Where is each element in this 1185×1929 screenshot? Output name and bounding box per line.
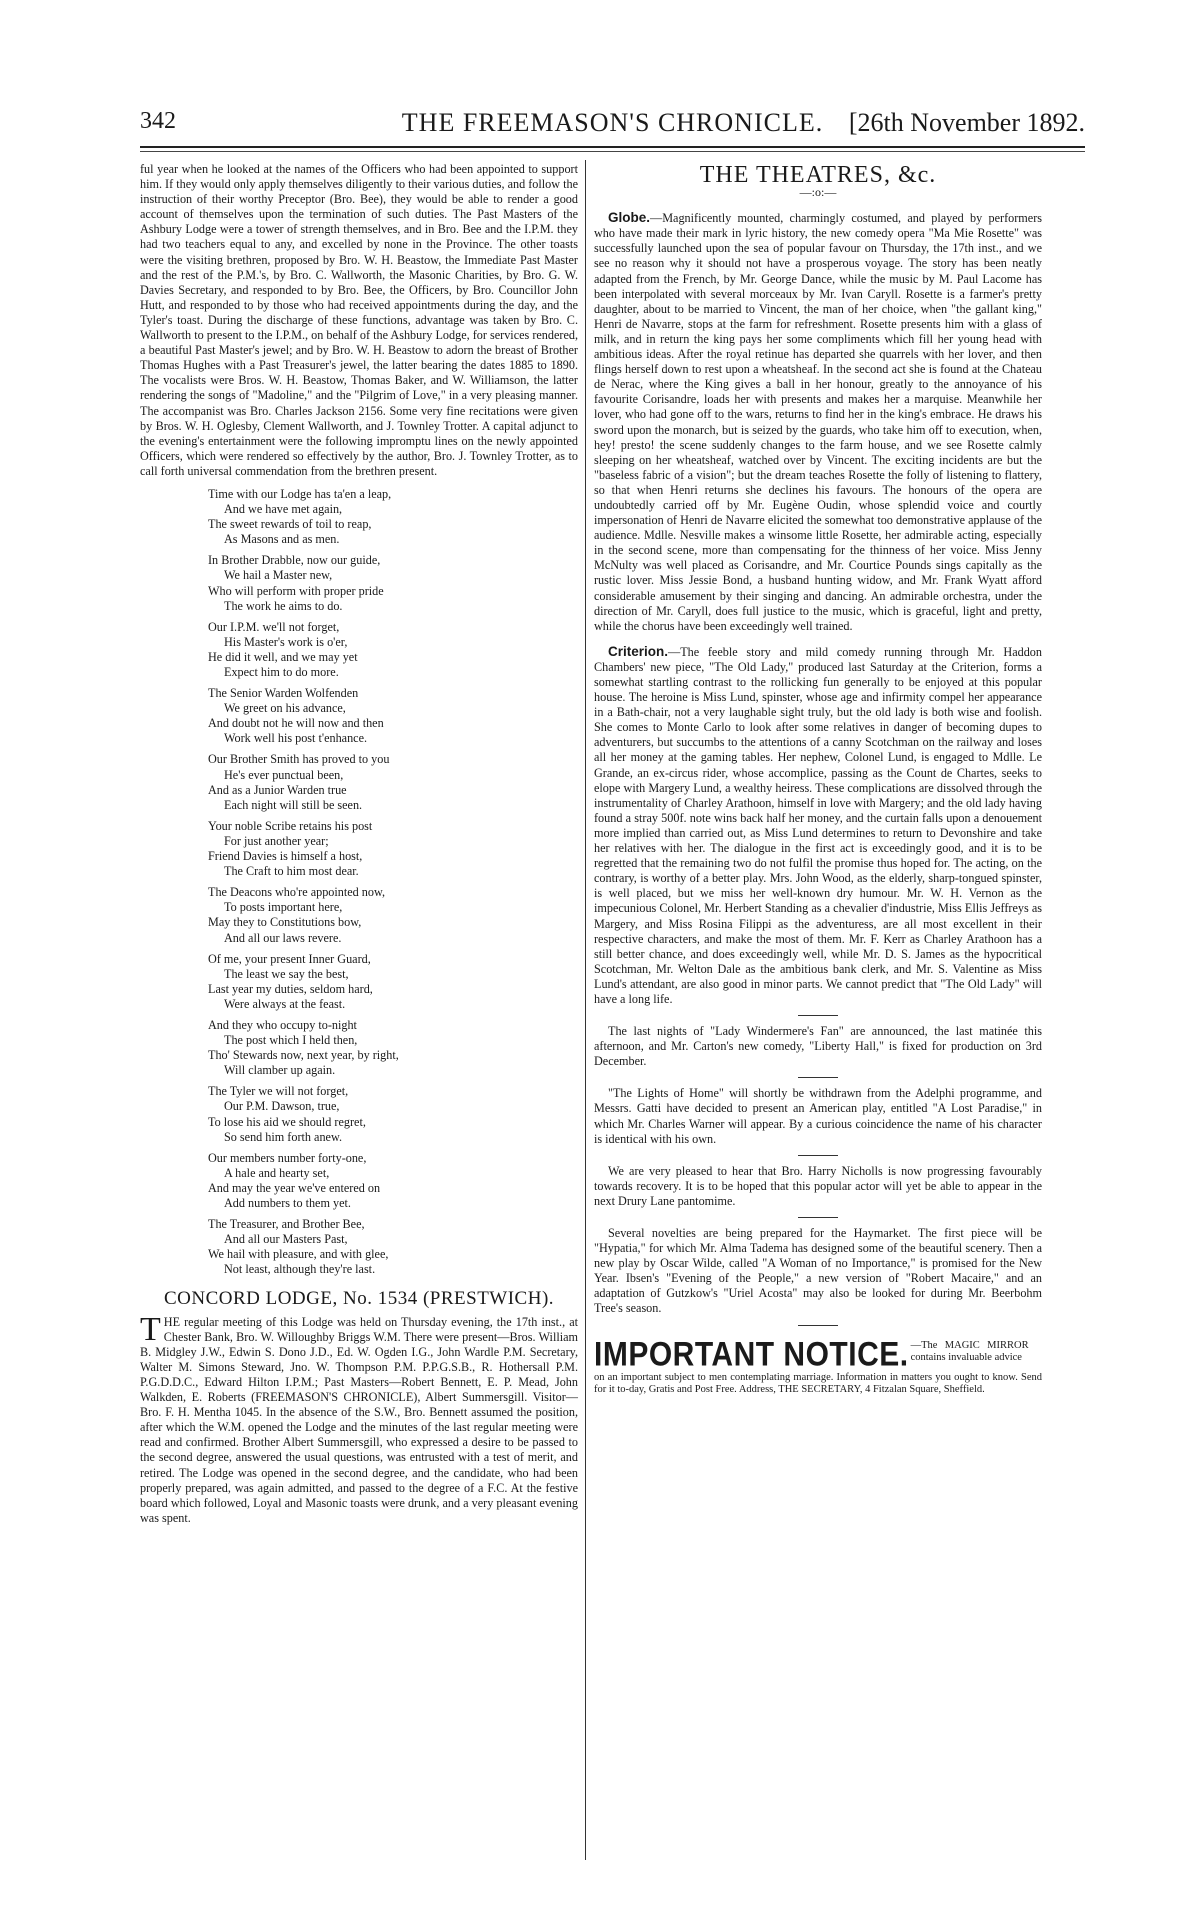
short-rule [798, 1077, 838, 1078]
poem-stanza [208, 553, 578, 613]
poem-line: Your noble Scribe retains his post [208, 818, 373, 833]
nicholls-note: We are very pleased to hear that Bro. Harry Nicholls is now progressing favourably towards recovery. It is to be hoped that this popular actor will yet be able to appear in the next Drury Lane pantomime. [594, 1163, 1042, 1208]
poem-line: And all our Masters Past, [224, 1232, 348, 1247]
poem-line: May they to Constitutions bow, [208, 915, 362, 930]
poem-line: We greet on his advance, [224, 701, 346, 716]
drop-cap: T [140, 1310, 161, 1348]
poem-line: Not least, although they're last. [224, 1262, 376, 1277]
poem-line: And we have met again, [224, 502, 343, 517]
poem-line: The Craft to him most dear. [224, 864, 359, 879]
poem-line: Our P.M. Dawson, true, [224, 1099, 340, 1114]
poem-line: The sweet rewards of toil to reap, [208, 517, 372, 532]
poem-line: In Brother Drabble, now our guide, [208, 553, 381, 568]
poem-line: Tho' Stewards now, next year, by right, [208, 1048, 399, 1063]
notice-headline: IMPORTANT NOTICE. [594, 1335, 909, 1373]
poem-stanza [208, 620, 578, 680]
page-header [140, 108, 1085, 144]
poem-line: The Treasurer, and Brother Bee, [208, 1217, 365, 1232]
poem-line: For just another year; [224, 833, 329, 848]
poem-stanza [208, 1018, 578, 1078]
poem-line: And doubt not he will now and then [208, 716, 384, 731]
poem-line: The post which I held then, [224, 1033, 358, 1048]
short-rule [798, 1155, 838, 1156]
poem-stanza [208, 1084, 578, 1144]
criterion-review [594, 644, 1042, 1007]
concord-lodge-heading: CONCORD LODGE, No. 1534 (PRESTWICH). [163, 1288, 555, 1310]
poem-line: Our Brother Smith has proved to you [208, 752, 390, 767]
poem-line: Expect him to do more. [224, 665, 339, 679]
poem-line: To lose his aid we should regret, [208, 1114, 366, 1129]
poem-stanza [208, 1217, 578, 1277]
poem-line: We hail a Master new, [224, 568, 333, 583]
short-rule [798, 1217, 838, 1218]
poem-line: Our members number forty-one, [208, 1150, 367, 1165]
ornament-divider: —:o:— [799, 185, 837, 200]
poem-stanza [208, 885, 578, 945]
poem-line: And all our laws revere. [224, 930, 342, 945]
poem-line: Each night will still be seen. [224, 797, 363, 812]
lodge-report-continuation: ful year when he looked at the names of the Officers who had been appointed to support him. If they would only apply themselves diligently to their various duties, and follow the instruction of their worthy Preceptor (Bro. Bee), they would be able to render a good account of themselves upon the termination of such duties. The Past Masters of the Ashbury Lodge were a tower of strength themselves, and in Bro. Bee and the I.P.M. they had two teachers equal to any, and excelled by none in the Province. The other toasts were the visiting brethren, proposed by Bro. W. H. Beastow, the Immediate Past Master and the rest of the P.M.'s, by Bro. C. Wallworth, the Masonic Charities, by Bro. G. W. Davies Secretary, and responded to by Bro. Bee, the Officers, by Bro. Councillor John Hutt, and responded to by those who had received appointments during the day, and the Tyler's toast. During the discharge of these functions, advantage was taken by Bro. C. Wallworth to present to the I.P.M., on behalf of the Ashbury Lodge, for services rendered, a beautiful Past Master's jewel; and by Bro. W. H. Beastow to adorn the breast of Brother Thomas Hughes with a Past Treasurer's jewel, the latter bearing the dates 1885 to 1890. The vocalists were Bros. W. H. Beastow, Thomas Baker, and W. Williamson, the latter rendering the songs of "Madoline," and the "Pilgrim of Love," in a very pleasing manner. The accompanist was Bro. Charles Jackson 2156. Some very fine recitations were given by Bros. W. H. Oglesby, Clement Wallworth, and J. Townley Trotter. A capital adjunct to the evening's entertainment were the following impromptu lines on the newly appointed Officers, which were rendered so effectively by the author, Bro. J. Townley Trotter, as to call forth universal commendation from the brethren present. [140, 162, 579, 478]
poem-stanza [208, 1151, 578, 1211]
poem-line: He did it well, and we may yet [208, 649, 358, 664]
page-number: 342 [140, 108, 176, 134]
poem-line: The Senior Warden Wolfenden [208, 686, 359, 701]
globe-venue: Globe. [608, 210, 651, 226]
poem-stanza [208, 752, 578, 812]
column-divider [585, 160, 586, 1860]
notice-body: on an important subject to men contemplating marriage. Information in matters you ought to know. Send for it to-day, Gratis and Post Free. Address, THE SECRETARY, 4 Fitzalan Square, Sheffield. [594, 1371, 1042, 1395]
spacer [594, 634, 1042, 644]
left-column [140, 162, 578, 1526]
haymarket-note: Several novelties are being prepared for the Haymarket. The first piece will be "Hypatia," for which Mr. Alma Tadema has designed some of the beautiful scenery. Then a new play by Oscar Wilde, called "A Woman of no Importance," is promised for the New Year. Ibsen's "Evening of the People," a new version of "Robert Macaire," and an adaptation of Gutzkow's "Uriel Acosta" may also be looked for during Mr. Beerbohm Tree's season. [594, 1226, 1042, 1316]
poem-line: Last year my duties, seldom hard, [208, 981, 373, 996]
poem-stanza [208, 686, 578, 746]
poem-stanza [208, 952, 578, 1012]
poem-stanza [208, 819, 578, 879]
masthead-title: THE FREEMASON'S CHRONICLE. [401, 108, 824, 137]
poem-line: The Tyler we will not forget, [208, 1084, 349, 1099]
poem-line: The work he aims to do. [224, 598, 343, 613]
poem-line: We hail with pleasure, and with glee, [208, 1247, 389, 1262]
globe-review [594, 210, 1042, 634]
poem-line: The least we say the best, [224, 966, 349, 981]
poem-line: And they who occupy to-night [208, 1017, 357, 1032]
header-rule [140, 146, 1085, 148]
poem [208, 487, 578, 1278]
important-notice-advert [594, 1335, 1042, 1396]
poem-line: And may the year we've entered on [208, 1180, 381, 1195]
poem-line: Will clamber up again. [224, 1063, 336, 1078]
concord-lodge-text: HE regular meeting of this Lodge was held on Thursday evening, the 17th inst., at Chester Bank, Bro. W. Willoughby Briggs W.M. There were present—Bros. William B. Midgley J.W., Edwin S. Dono J.D., Ed. W. Ogden I.G., John Wardle P.M. Secretary, Walter M. Simons Steward, Jno. W. Thompson P.M. P.P.G.S.B., R. Hothersall P.M. P.G.D.D.C., Edward Hilton I.P.M.; Past Masters—Robert Bennett, E. P. Mead, John Walkden, E. Roberts (FREEMASON'S CHRONICLE), Albert Summersgill. Visitor—Bro. F. H. Mentha 1045. In the absence of the S.W., Bro. Bennett assumed the position, after which the W.M. opened the Lodge and the minutes of the last regular meeting were read and confirmed. Brother Albert Summersgill, who expressed a desire to be passed to the second degree, answered the usual questions, was entrusted with a test of merit, and retired. The Lodge was opened in the second degree, and the candidate, who had been properly prepared, was again admitted, and passed to the degree of a F.C. At the festive board which followed, Loyal and Masonic toasts were drunk, and a very pleasant evening was spent. [140, 1314, 578, 1525]
poem-line: A hale and hearty set, [224, 1165, 330, 1180]
poem-line: As Masons and as men. [224, 532, 340, 547]
theatres-heading: THE THEATRES, &c. [699, 162, 937, 188]
right-column [594, 162, 1042, 1396]
header-rule-thin [140, 151, 1085, 152]
globe-text: —Magnificently mounted, charmingly costumed, and played by performers who have made their mark in lyric history, the new comedy opera "Ma Mie Rosette" was successfully launched upon the sea of popular favour on Thursday, the 17th inst., and we see no reason why it should not have a prosperous voyage. The story has been neatly adapted from the French, by Mr. George Dance, while the music by M. Paul Lacome has been interpolated with several morceaux by Mr. Ivan Caryll. Rosette is a farmer's pretty daughter, about to be married to Vincent, the man of her choice, when "the gallant king," Henri de Navarre, stops at the farm for refreshment. Rosette presents him with a glass of milk, and in return the king pays her some compliments which fill her young head with ambitious ideas. After the royal retinue has departed she quarrels with her lover, and then flings herself down to rest upon a wheatsheaf. In the second act she is found at the Chateau de Nerac, where the King gives a ball in her honour, greatly to the annoyance of his favourite Corisandre, loads her with presents and makes her a marquise. Meanwhile her lover, who had gone off to the wars, returns to find her in the king's embrace. He draws his sword upon the monarch, but is seized by the guards, who take him off to execution, when, hey! presto! the scene suddenly changes to the farm house, and we see Rosette calmly sleeping on her wheatsheaf, watched over by Vincent. The exciting incidents are but the "baseless fabric of a vision"; but the dream teaches Rosette the folly of listening to flattery, so that when Henri returns she declines his favours. The honours of the opera are undoubtedly carried off by Mr. Eugène Oudin, whose splendid voice and courtly impersonation of Henri de Navarre elicited the somewhat too demonstrative applause of the audience. Mdlle. Nesville makes a winsome little Rosette, her admirable acting, especially in the second scene, more than compensating for the thinness of her voice. Miss Jenny McNulty was well placed as Corisandre, and Mr. Courtice Pounds sings capitally as the rustic lover. Miss Jessie Bond, a husband hunting widow, and Mr. Frank Wyatt afford considerable amusement by their singing and dancing. An admirable orchestra, under the direction of Mr. Caryll, does full justice to the music, which is graceful, light and pretty, while the chorus have been exceedingly well trained. [594, 211, 1042, 633]
issue-date: [26th November 1892. [848, 108, 1085, 137]
poem-line: To posts important here, [224, 900, 343, 915]
poem-line: Time with our Lodge has ta'en a leap, [208, 486, 392, 501]
criterion-venue: Criterion. [608, 643, 669, 659]
poem-line: Who will perform with proper pride [208, 583, 384, 598]
poem-line: His Master's work is o'er, [224, 634, 348, 649]
short-rule [798, 1325, 838, 1326]
criterion-text: —The feeble story and mild comedy running through Mr. Haddon Chambers' new piece, "The Old Lady," produced last Saturday at the Criterion, forms a somewhat startling contrast to the rollicking fun generally to be enjoyed at this popular house. The heroine is Miss Lund, spinster, whose age and infirmity compel her appearance in a Bath-chair, not a very laughable sight truly, but the old lady is both wise and foolish. She comes to Monte Carlo to look after some relatives in danger of becoming dupes to adventurers, but succumbs to the attentions of a canny Scotchman on the railway and loses all her money at the gaming tables. Her nephew, Colonel Lund, is engaged to Mdlle. Le Grande, an ex-circus rider, whose accomplice, passing as the Count de Chartes, seeks to elope with Margery Lund, a wealthy heiress. These complications are dissolved through the instrumentality of Charley Arathoon, himself in love with Margery; and the old lady having found a stray 500f. note wins back half her money, and the curtain falls upon a denouement more implied than carried out, as Miss Lund determines to return to Devonshire and take her relatives with her. The dialogue in the first act is exceedingly good, and it is to be regretted that the remaining two do not fulfil the promise thus hoped for. The acting, on the contrary, is worthy of a better play. Mrs. John Wood, as the elderly, sharp-tongued spinster, is well placed, but we miss her well-known dry humour. Mr. W. H. Vernon as the impecunious Colonel, Mr. Herbert Standing as a chevalier d'industrie, Miss Ellis Jeffreys as Margery, and Miss Rosina Filippi as the adventuress, are all most excellent in their respective characters, and make the most of them. Mr. F. Kerr as Charley Arathoon has a still better chance, and does exceedingly well, while Mr. D. S. James as the hypocritical Scotchman, Mr. Welton Dale as the ambitious bank clerk, and Mr. S. Valentine as Miss Lund's attendant, are also good in minor parts. We cannot predict that "The Old Lady" will have a long life. [594, 644, 1042, 1006]
poem-line: And as a Junior Warden true [208, 782, 347, 797]
poem-line: Were always at the feast. [224, 996, 346, 1011]
windermere-note: The last nights of "Lady Windermere's Fan" are announced, the last matinée this afternoon, and Mr. Carton's new comedy, "Liberty Hall," is fixed for production on 3rd December. [594, 1024, 1042, 1069]
poem-line: Friend Davies is himself a host, [208, 849, 363, 864]
poem-line: So send him forth anew. [224, 1129, 343, 1144]
poem-line: The Deacons who're appointed now, [208, 885, 386, 900]
poem-line: Add numbers to them yet. [224, 1196, 351, 1210]
notice-side-text: —The MAGIC MIRROR contains invaluable advice [910, 1339, 1029, 1363]
concord-lodge-report [140, 1310, 578, 1526]
short-rule [798, 1015, 838, 1016]
lights-of-home-note: "The Lights of Home" will shortly be withdrawn from the Adelphi programme, and Messrs. Gatti have decided to present an American play, entitled "A Lost Paradise," in which Mr. Charles Warner will appear. By a curious coincidence the name of his character is identical with his own. [594, 1086, 1042, 1146]
poem-line: He's ever punctual been, [224, 767, 344, 782]
poem-line: Our I.P.M. we'll not forget, [208, 619, 340, 634]
poem-line: Of me, your present Inner Guard, [208, 951, 371, 966]
poem-stanza [208, 487, 578, 547]
poem-line: Work well his post t'enhance. [224, 731, 368, 746]
